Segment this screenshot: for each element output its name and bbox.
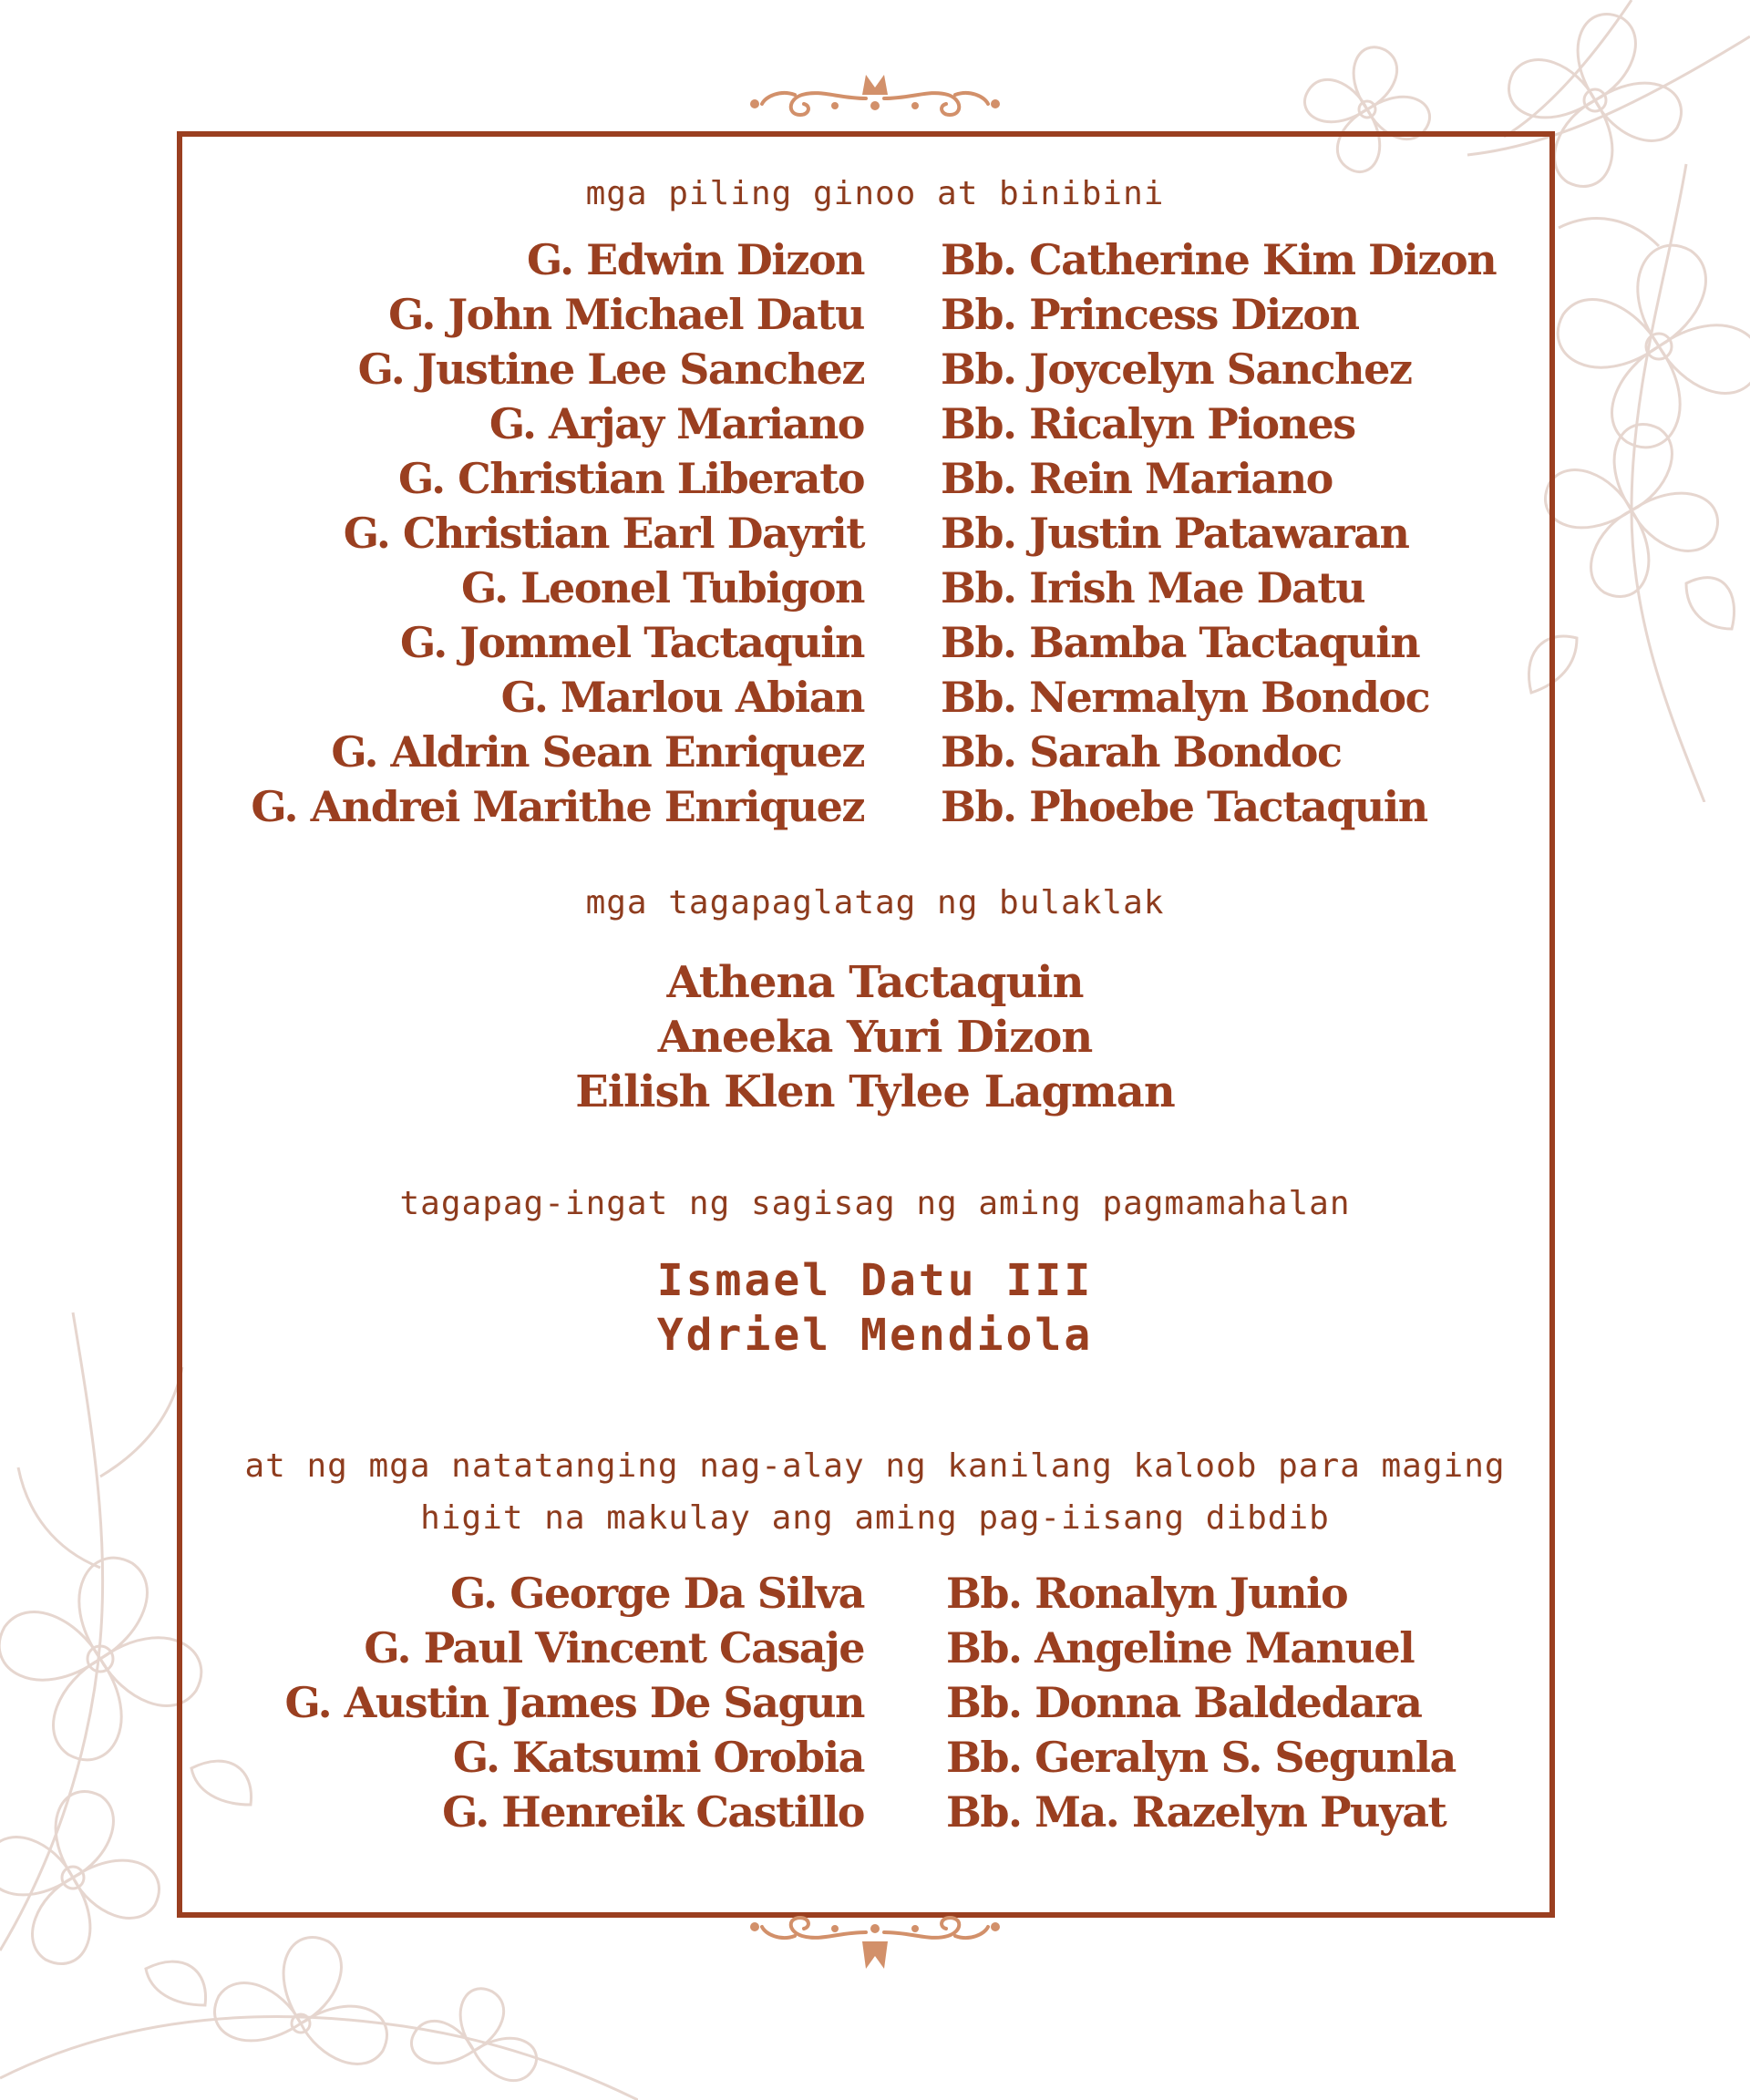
- flower-girls-list: [0, 955, 1750, 1119]
- lady-name: Bb. Nermalyn Bondoc: [941, 673, 1430, 722]
- sponsor-gentleman-name: G. Austin James De Sagun: [284, 1678, 864, 1727]
- lady-name: Bb. Princess Dizon: [941, 290, 1359, 339]
- ring-bearers-list: [0, 1253, 1750, 1363]
- gentleman-name: G. Christian Earl Dayrit: [343, 509, 864, 558]
- sponsor-gentleman-name: G. Paul Vincent Casaje: [364, 1623, 864, 1673]
- gentleman-name: G. Andrei Marithe Enriquez: [251, 782, 864, 831]
- section-heading-flower-girls: mga tagapaglatag ng bulaklak: [585, 884, 1165, 921]
- gentleman-name: G. Jommel Tactaquin: [400, 618, 864, 667]
- ring-bearer-name: Ydriel Mendiola: [656, 1310, 1094, 1361]
- gentleman-name: G. Leonel Tubigon: [460, 563, 864, 612]
- lady-name: Bb. Ricalyn Piones: [941, 399, 1355, 448]
- lady-name: Bb. Rein Mariano: [941, 454, 1333, 503]
- ring-bearer-name: Ismael Datu III: [656, 1255, 1094, 1306]
- ladies-list: [941, 232, 1496, 834]
- gentleman-name: G. John Michael Datu: [388, 290, 864, 339]
- sponsor-lady-name: Bb. Donna Baldedara: [946, 1678, 1422, 1727]
- sponsor-gentleman-name: G. Henreik Castillo: [442, 1787, 864, 1837]
- sponsor-lady-name: Bb. Geralyn S. Segunla: [946, 1733, 1456, 1782]
- sponsor-lady-name: Bb. Ronalyn Junio: [946, 1569, 1348, 1618]
- flower-girl-name: Aneeka Yuri Dizon: [657, 1012, 1093, 1063]
- lady-name: Bb. Phoebe Tactaquin: [941, 782, 1427, 831]
- gentleman-name: G. Justine Lee Sanchez: [357, 345, 864, 394]
- gentleman-name: G. Edwin Dizon: [526, 235, 864, 284]
- sponsor-gentleman-name: G. Katsumi Orobia: [452, 1733, 864, 1782]
- lady-name: Bb. Bamba Tactaquin: [941, 618, 1420, 667]
- top-ornament: [747, 62, 1003, 126]
- lady-name: Bb. Irish Mae Datu: [941, 563, 1365, 612]
- gentlemen-list: [251, 232, 864, 834]
- sponsor-lady-name: Bb. Angeline Manuel: [946, 1623, 1415, 1673]
- section-heading-attendants: mga piling ginoo at binibini: [585, 175, 1165, 212]
- sponsor-lady-name: Bb. Ma. Razelyn Puyat: [946, 1787, 1446, 1837]
- section-heading-sponsors-line2: higit na makulay ang aming pag-iisang dibdib: [420, 1499, 1330, 1537]
- sponsor-gentlemen-list: [284, 1566, 864, 1839]
- lady-name: Bb. Joycelyn Sanchez: [941, 345, 1412, 394]
- gentleman-name: G. Aldrin Sean Enriquez: [331, 727, 864, 777]
- lady-name: Bb. Catherine Kim Dizon: [941, 235, 1497, 284]
- flower-girl-name: Eilish Klen Tylee Lagman: [575, 1066, 1175, 1117]
- gentleman-name: G. Marlou Abian: [500, 673, 864, 722]
- sponsor-gentleman-name: G. George Da Silva: [449, 1569, 864, 1618]
- lady-name: Bb. Sarah Bondoc: [941, 727, 1342, 777]
- sponsor-ladies-list: [946, 1566, 1456, 1839]
- flower-girl-name: Athena Tactaquin: [666, 957, 1084, 1008]
- bottom-ornament: [747, 1914, 1003, 1978]
- section-heading-ring-bearers: tagapag-ingat ng sagisag ng aming pagmamahalan: [399, 1185, 1351, 1222]
- lady-name: Bb. Justin Patawaran: [941, 509, 1409, 558]
- gentleman-name: G. Arjay Mariano: [489, 399, 864, 448]
- section-heading-sponsors-line1: at ng mga natatanging nag-alay ng kanilang kaloob para maging: [244, 1447, 1506, 1485]
- gentleman-name: G. Christian Liberato: [397, 454, 864, 503]
